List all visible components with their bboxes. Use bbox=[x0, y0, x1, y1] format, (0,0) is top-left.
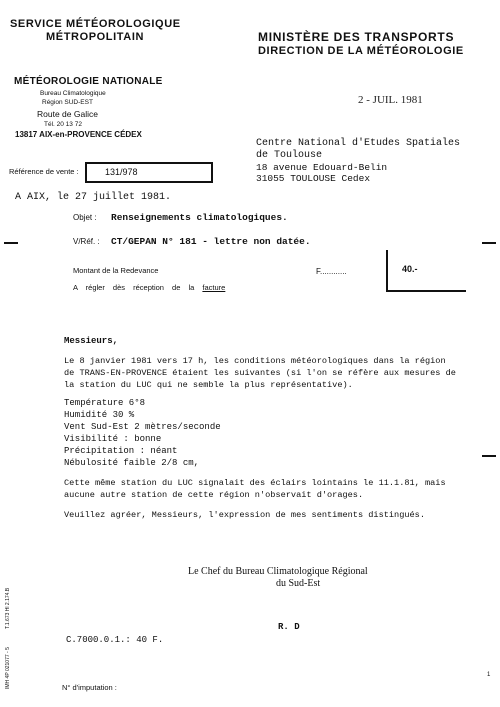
obs-precipitation: Précipitation : néant bbox=[64, 446, 178, 456]
objet-value: Renseignements climatologiques. bbox=[111, 212, 288, 223]
closing-formula: Veuillez agréer, Messieurs, l'expression de mes sentiments distingués. bbox=[64, 510, 425, 520]
place-date: A AIX, le 27 juillet 1981. bbox=[15, 192, 172, 203]
payment-terms bbox=[73, 283, 225, 292]
service-title-line1: SERVICE MÉTÉOROLOGIQUE bbox=[10, 18, 181, 30]
page-number: 1 bbox=[487, 672, 491, 678]
obs-visibility: Visibilité : bonne bbox=[64, 434, 162, 444]
fold-mark-right-lower bbox=[482, 455, 496, 457]
salutation: Messieurs, bbox=[64, 336, 119, 346]
payment-terms-link: facture bbox=[202, 283, 226, 292]
sender-name: MÉTÉOROLOGIE NATIONALE bbox=[14, 76, 163, 87]
obs-wind: Vent Sud-Est 2 mètres/seconde bbox=[64, 422, 221, 432]
direction-title: DIRECTION DE LA MÉTÉOROLOGIE bbox=[258, 45, 464, 57]
obs-cloud-cover: Nébulosité faible 2/8 cm, bbox=[64, 458, 200, 468]
sender-line-1: Bureau Climatologique bbox=[40, 90, 106, 97]
sender-line-3: Route de Galice bbox=[37, 109, 98, 119]
recipient-line-2: de Toulouse bbox=[256, 150, 323, 161]
recipient-line-1: Centre National d'Etudes Spatiales bbox=[256, 138, 461, 149]
redevance-box-left bbox=[386, 250, 388, 292]
payment-terms-text: A régler dès réception de la bbox=[73, 283, 195, 292]
body-para1-line2: de TRANS-EN-PROVENCE étaient les suivantes (si l'on se réfère aux mesures de bbox=[64, 368, 456, 378]
body-para2-line1: Cette même station du LUC signalait des éclairs lointains le 11.1.81, mais bbox=[64, 478, 446, 488]
fold-mark-right bbox=[482, 242, 496, 244]
signature-initials: R. D bbox=[278, 622, 300, 632]
redevance-f-label: F............ bbox=[316, 267, 347, 276]
redevance-label: Montant de la Redevance bbox=[73, 266, 159, 275]
vref-label: V/Réf. : bbox=[73, 237, 100, 246]
body-para2-line2: aucune autre station de cette région n'observait d'orages. bbox=[64, 490, 364, 500]
obs-humidity: Humidité 30 % bbox=[64, 410, 135, 420]
recipient-line-4: 31055 TOULOUSE Cedex bbox=[256, 173, 371, 184]
objet-label: Objet : bbox=[73, 213, 97, 222]
reference-label: Référence de vente : bbox=[9, 167, 79, 176]
service-title-line2: MÉTROPOLITAIN bbox=[46, 31, 145, 43]
imputation-label: N° d'imputation : bbox=[62, 683, 117, 692]
obs-temperature: Température 6°8 bbox=[64, 398, 146, 408]
redevance-box-bottom bbox=[386, 290, 466, 292]
sender-line-2: Région SUD-EST bbox=[42, 99, 93, 106]
received-stamp: 2 - JUIL. 1981 bbox=[358, 94, 423, 106]
recipient-line-3: 18 avenue Edouard-Belin bbox=[256, 162, 388, 173]
signature-line-2: du Sud-Est bbox=[276, 578, 321, 589]
body-para1-line1: Le 8 janvier 1981 vers 17 h, les conditions météorologiques dans la région bbox=[64, 356, 446, 366]
reference-box bbox=[85, 162, 213, 183]
footer-code: C.7000.0.1.: 40 F. bbox=[66, 635, 164, 645]
fold-mark-left bbox=[4, 242, 18, 244]
sender-line-5: 13817 AIX-en-PROVENCE CÉDEX bbox=[15, 130, 142, 139]
redevance-amount: 40.- bbox=[402, 264, 418, 274]
sender-line-4: Tél. 20 13 72 bbox=[44, 121, 82, 128]
vref-value: CT/GEPAN N° 181 - lettre non datée. bbox=[111, 236, 311, 247]
margin-text-upper: T.1.673 Hl 2.174.B bbox=[5, 587, 11, 629]
body-para1-line3: la station du LUC qui ne semble la plus représentative). bbox=[64, 380, 353, 390]
margin-text-lower: IMH 4P 021077 - 5 bbox=[5, 647, 11, 689]
reference-value: 131/978 bbox=[105, 167, 138, 177]
ministry-title: MINISTÈRE DES TRANSPORTS bbox=[258, 30, 455, 44]
signature-line-1: Le Chef du Bureau Climatologique Régional bbox=[188, 566, 368, 577]
